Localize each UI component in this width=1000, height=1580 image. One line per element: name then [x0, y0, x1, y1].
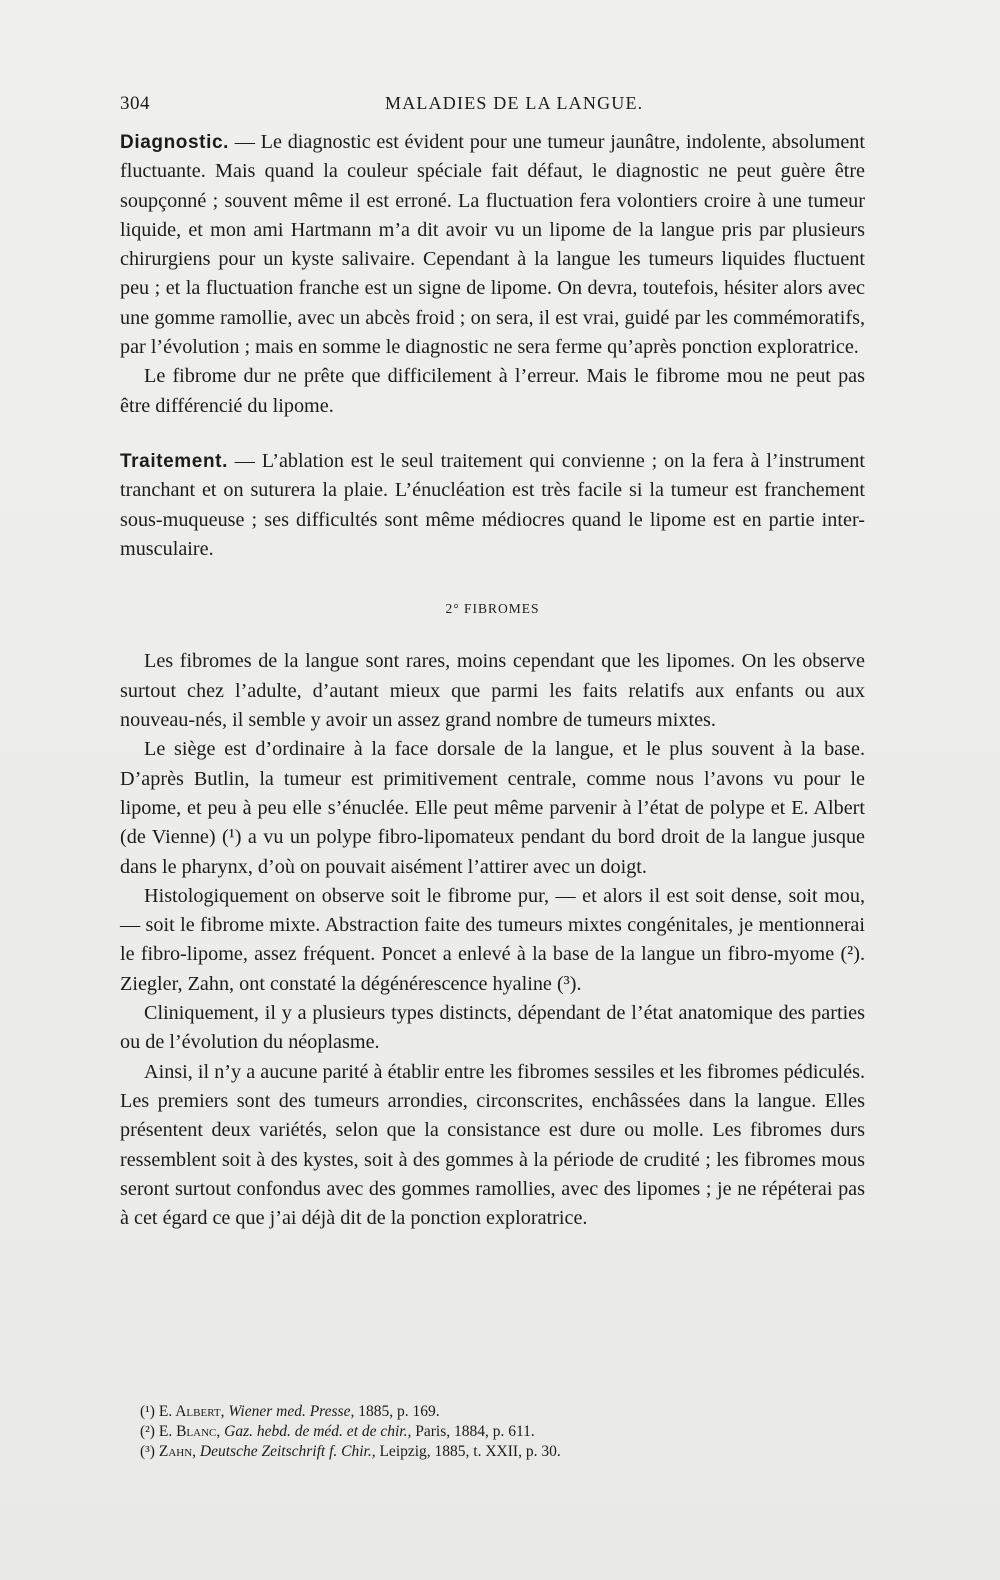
- section-heading-fibromes: 2° FIBROMES: [445, 601, 540, 617]
- footnote-1: [140, 1402, 840, 1422]
- footnote-mark: (²): [140, 1423, 155, 1440]
- paragraph-fibromes-intro: Les fibromes de la langue sont rares, moins cependant que les lipomes. On les observe surtout chez l’adulte, d’autant mieux que parmi les faits relatifs aux enfants ou aux nouveau-nés, il semble y avoir un assez grand nombre de tumeurs mixtes.: [120, 650, 865, 732]
- paragraph-fibrome-dur: Le fibrome dur ne prête que difficilement à l’erreur. Mais le fibrome mou ne peut pas être différencié du lipome.: [120, 365, 865, 417]
- footnote-ref-2: (²): [840, 943, 860, 966]
- footnote-author: E. Albert,: [158, 1403, 225, 1420]
- siege-text-a: Le siège est d’ordinaire à la face dorsale de la langue, et le plus souvent à la base. D’après Butlin, la tumeur est primitivement centrale, comme nous l’avons vu pour le lipome, et peu à peu elle s’énuclée. Elle peut même parvenir à l’état de polype et E. Albert (de Vienne): [120, 738, 865, 849]
- traitement-text: — L’ablation est le seul traitement qui convienne ; on la fera à l’instrument tranchant et on suturera la plaie. L’énucléation est très facile si la tumeur est franchement sous-muqueuse ; ses difficultés sont même médiocres quand le lipome est en partie inter-musculaire.: [120, 449, 865, 560]
- page-number: 304: [120, 93, 150, 114]
- siege-text-b: a vu un polype fibro-lipomateux pendant du bord droit de la langue jusque dans le pharynx, d’où on pouvait aisément l’attirer avec un doigt.: [120, 826, 865, 878]
- footnotes: [140, 1402, 840, 1462]
- footnote-mark: (³): [140, 1443, 155, 1460]
- footnote-3: [140, 1442, 840, 1462]
- section-lead-traitement: Traitement.: [120, 450, 228, 472]
- histologie-text-c: .: [576, 972, 582, 995]
- paragraph-ainsi: Ainsi, il n’y a aucune parité à établir entre les fibromes sessiles et les fibromes pédiculés. Les premiers sont des tumeurs arrondies, circonscrites, enchâssées dans la langue. Elles présentent deux variétés, selon que la consistance est dure ou molle. Les fibromes durs ressemblent soit à des kystes, soit à des gommes à la période de crudité ; les fibromes mous seront surtout confondus avec des gommes ramollies, avec des lipomes ; je ne répéterai pas à cet égard ce que j’ai déjà dit de la ponction exploratrice.: [120, 1060, 865, 1230]
- footnote-rest: 1885, p. 169.: [354, 1403, 440, 1420]
- paragraph-siege: [120, 735, 865, 881]
- main-text: [120, 128, 865, 1233]
- footnote-title: Gaz. hebd. de méd. et de chir.,: [224, 1423, 412, 1440]
- footnote-author: Zahn,: [158, 1443, 197, 1460]
- footnote-ref-3: (³): [556, 972, 577, 995]
- histologie-text-a: Histologiquement on observe soit le fibrome pur, — et alors il est soit dense, soit mou, — soit le fibrome mixte. Abstraction faite des tumeurs mixtes congénitales, je mentionnerai le fibro-lipome, assez fréquent. Poncet a enlevé à la base de la langue un fibro-myome: [120, 884, 865, 966]
- footnote-2: [140, 1422, 840, 1442]
- paragraph-traitement: [120, 447, 865, 564]
- footnote-rest: Leipzig, 1885, t. XXII, p. 30.: [375, 1443, 561, 1460]
- paragraph-diagnostic: [120, 128, 865, 362]
- running-title: MALADIES DE LA LANGUE.: [385, 93, 644, 113]
- paragraph-cliniquement: Cliniquement, il y a plusieurs types distincts, dépendant de l’état anatomique des parties ou de l’évolution du néoplasme.: [120, 1002, 865, 1054]
- footnote-rest: Paris, 1884, p. 611.: [411, 1423, 535, 1440]
- page-header: [120, 93, 865, 119]
- footnote-ref-1: (¹): [222, 826, 242, 849]
- footnote-title: Deutsche Zeitschrift f. Chir.,: [199, 1443, 376, 1460]
- footnote-mark: (¹): [140, 1403, 155, 1420]
- footnote-author: E. Blanc,: [158, 1423, 221, 1440]
- diagnostic-text: — Le diagnostic est évident pour une tumeur jaunâtre, indolente, absolument fluctuante. Mais quand la couleur spéciale fait défaut, le diagnostic ne peut guère être soupçonné ; souvent même il est erroné. La fluctuation fera volontiers croire à une tumeur liquide, et mon ami Hartmann m’a dit avoir vu un lipome de la langue pris par plusieurs chirurgiens pour un kyste salivaire. Cependant à la langue les tumeurs liquides fluctuent peu ; et la fluctuation franche est un signe de lipome. On devra, toutefois, hésiter alors avec une gomme ramollie, avec un abcès froid ; on sera, il est vrai, guidé par les commémoratifs, par l’évolution ; mais en somme le diagnostic ne sera ferme qu’après ponction exploratrice.: [120, 131, 865, 359]
- paragraph-histologie: [120, 882, 865, 999]
- histologie-text-b: . Ziegler, Zahn, ont constaté la dégénérescence hyaline: [120, 943, 865, 995]
- footnote-title: Wiener med. Presse,: [228, 1403, 355, 1420]
- section-lead-diagnostic: Diagnostic.: [120, 132, 230, 153]
